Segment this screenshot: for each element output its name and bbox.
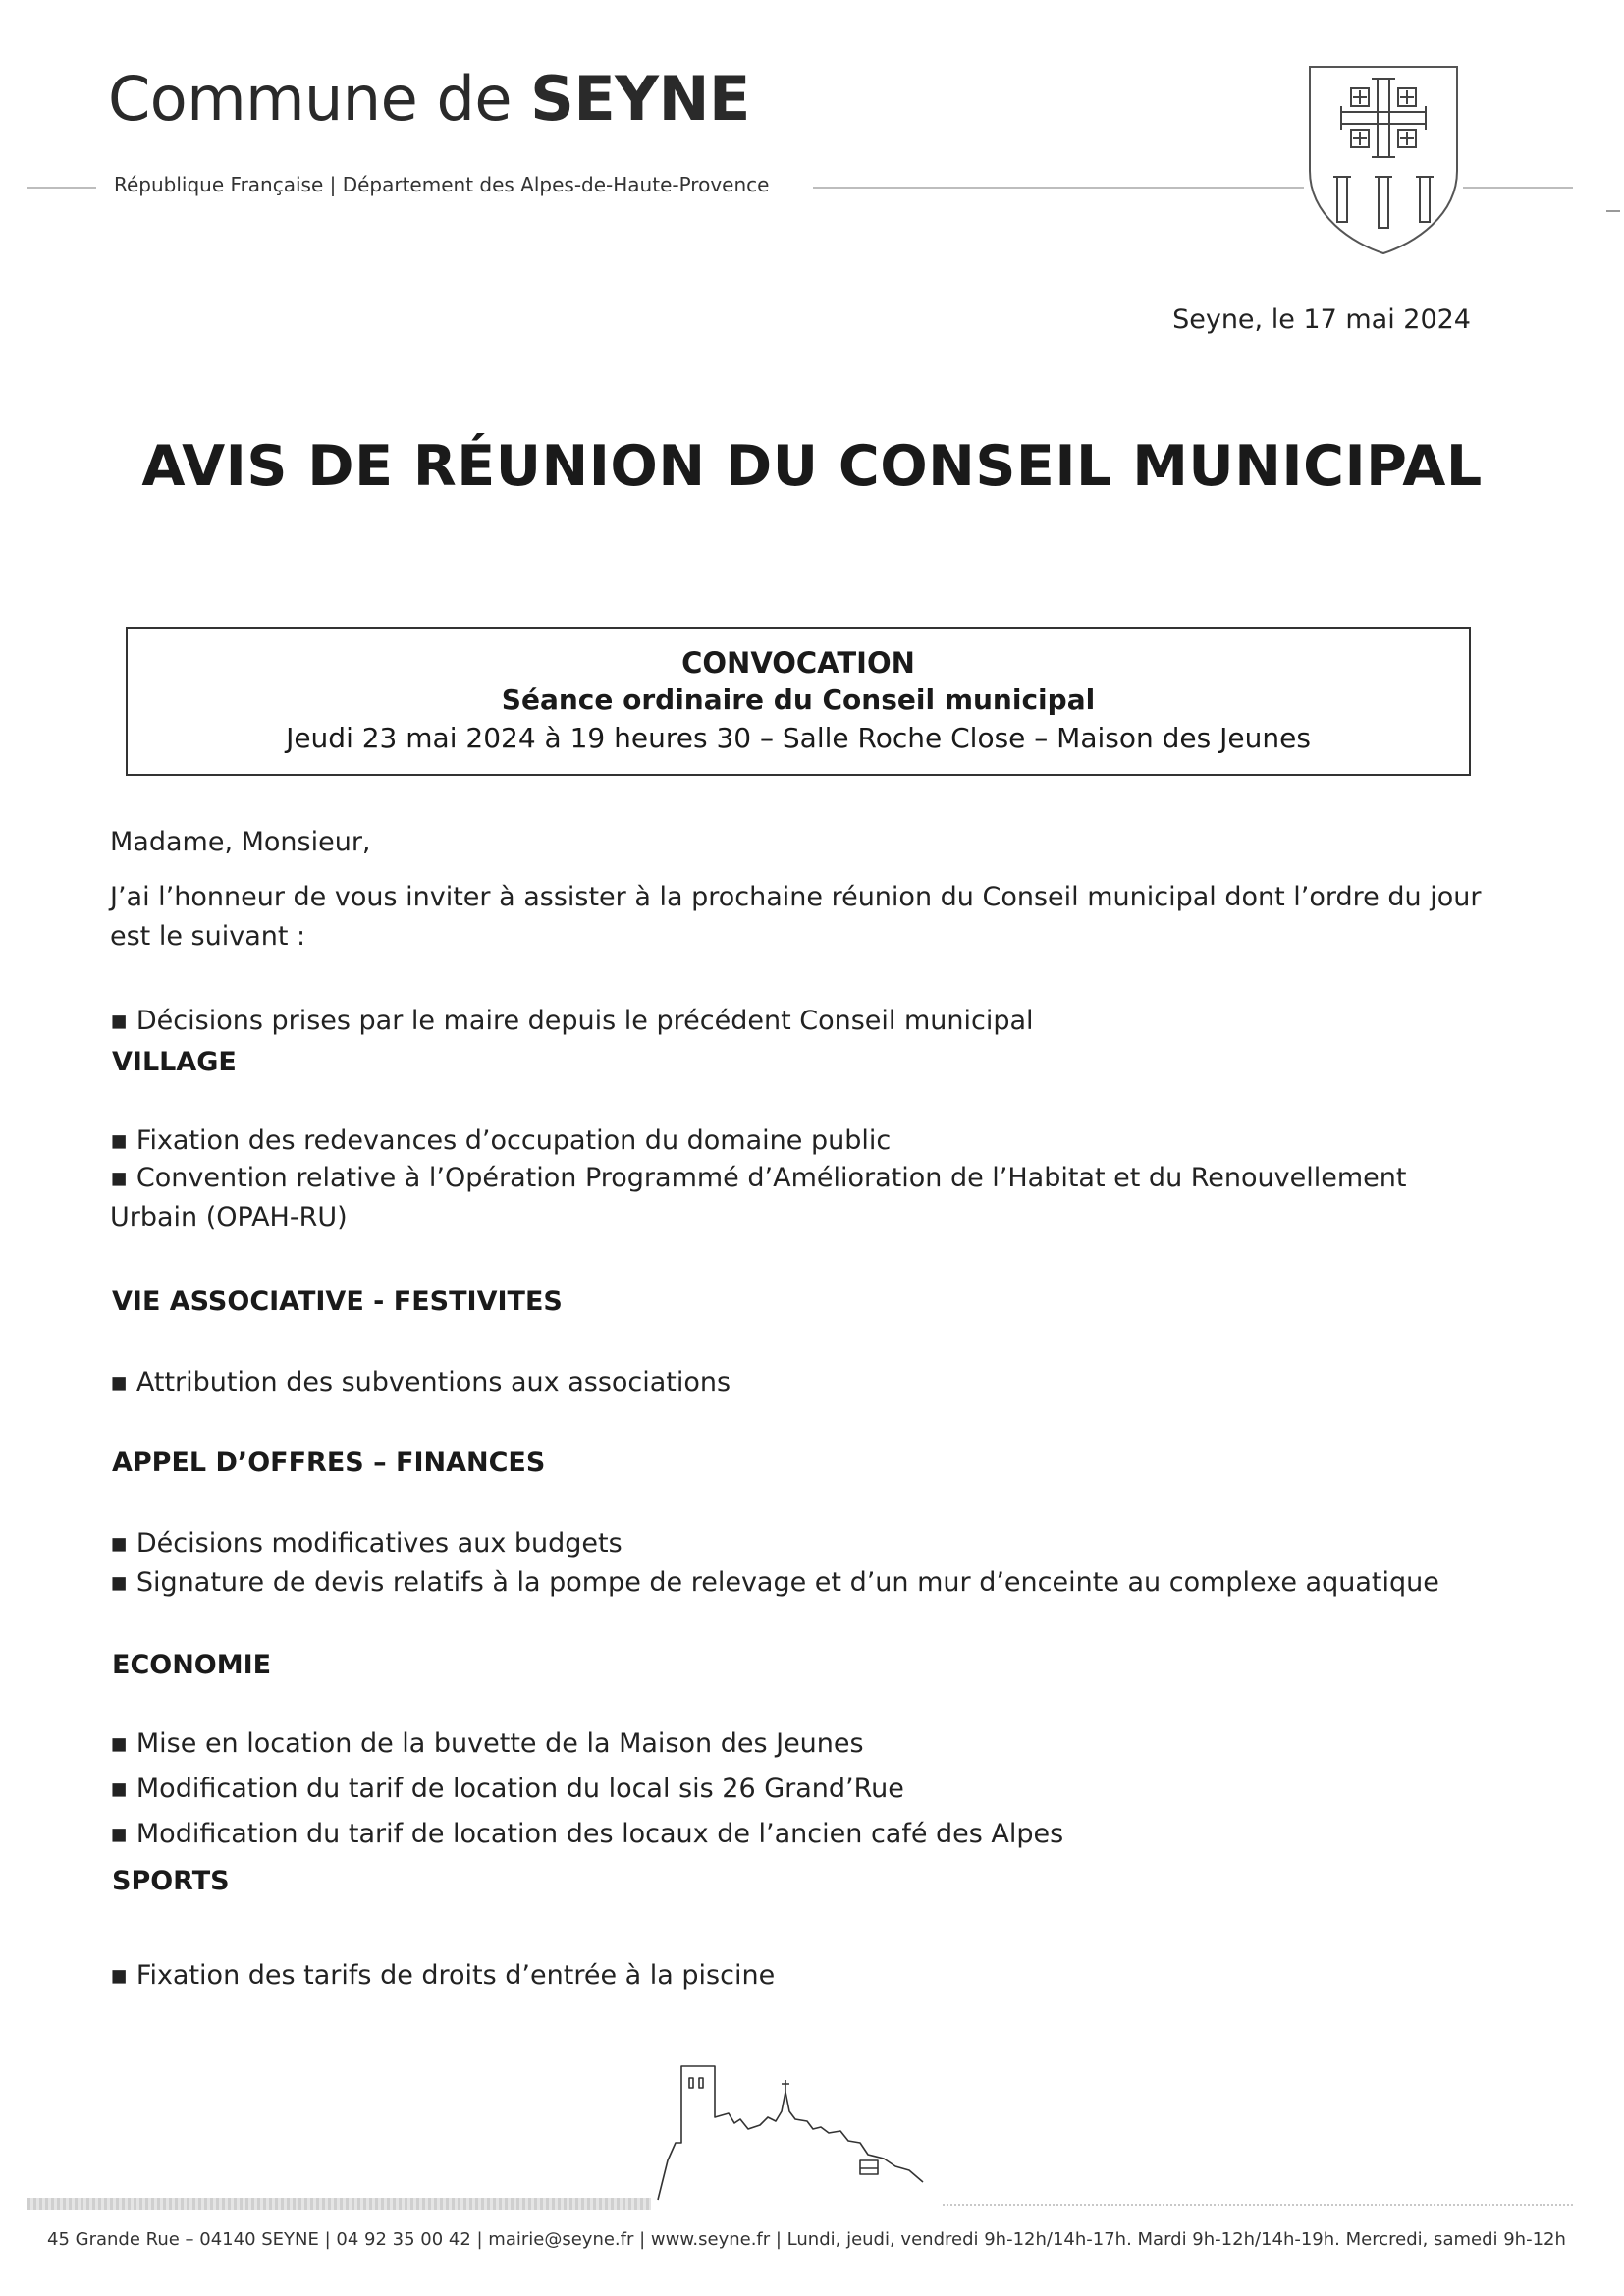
village-skyline-icon	[638, 2052, 952, 2210]
section-heading-sports: SPORTS	[112, 1866, 230, 1896]
agenda-item: ▪ Attribution des subventions aux associations	[110, 1367, 731, 1397]
agenda-item: ▪ Mise en location de la buvette de la Maison des Jeunes	[110, 1728, 864, 1759]
main-title: AVIS DE RÉUNION DU CONSEIL MUNICIPAL	[141, 434, 1483, 499]
section-heading-vie-associative: VIE ASSOCIATIVE - FESTIVITES	[112, 1286, 563, 1317]
header-subtitle: République Française | Département des Alpes-de-Haute-Provence	[114, 173, 770, 196]
agenda-item: ▪ Signature de devis relatifs à la pompe de relevage et d’un mur d’enceinte au complexe aquatique	[110, 1567, 1439, 1598]
header-rule-left	[27, 187, 96, 189]
agenda-item: ▪ Convention relative à l’Opération Programmé d’Amélioration de l’Habitat et du Renouvellement Urbain (OPAH-RU)	[110, 1163, 1407, 1232]
agenda-item: ▪ Modification du tarif de location du local sis 26 Grand’Rue	[110, 1774, 904, 1804]
section-heading-village: VILLAGE	[112, 1047, 237, 1077]
agenda-item: ▪ Modification du tarif de location des locaux de l’ancien café des Alpes	[110, 1819, 1064, 1849]
agenda-item: ▪ Décisions prises par le maire depuis le précédent Conseil municipal	[110, 1006, 1034, 1036]
convocation-heading: CONVOCATION	[681, 646, 915, 680]
agenda-item: ▪ Décisions modificatives aux budgets	[110, 1528, 623, 1558]
footer-rule-left	[27, 2198, 651, 2210]
convocation-box	[126, 627, 1471, 776]
edge-mark	[1606, 210, 1620, 212]
section-heading-economie: ECONOMIE	[112, 1650, 272, 1680]
agenda-item: ▪ Fixation des redevances d’occupation du domaine public	[110, 1125, 892, 1156]
header-rule-right	[1463, 187, 1573, 189]
header-rule-middle	[813, 187, 1304, 189]
convocation-details: Jeudi 23 mai 2024 à 19 heures 30 – Salle Roche Close – Maison des Jeunes	[286, 722, 1311, 754]
commune-name: SEYNE	[530, 63, 750, 135]
salutation: Madame, Monsieur,	[110, 827, 371, 857]
document-date: Seyne, le 17 mai 2024	[1172, 304, 1471, 335]
intro-paragraph: J’ai l’honneur de vous inviter à assister à la prochaine réunion du Conseil municipal dont l’ordre du jour est le suivant :	[110, 882, 1482, 952]
footer-contact: 45 Grande Rue – 04140 SEYNE | 04 92 35 00 42 | mairie@seyne.fr | www.seyne.fr | Lundi, jeudi, vendredi 9h-12h/14h-17h. Mardi 9h-12h/14h-19h. Mercredi, samedi 9h-12h	[47, 2229, 1566, 2250]
agenda-item: ▪ Fixation des tarifs de droits d’entrée à la piscine	[110, 1960, 776, 1991]
convocation-session: Séance ordinaire du Conseil municipal	[501, 683, 1096, 716]
footer-rule-right	[943, 2204, 1573, 2206]
commune-title	[108, 63, 750, 135]
coat-of-arms-icon	[1304, 61, 1463, 257]
commune-title-prefix: Commune de	[108, 63, 531, 135]
section-heading-appel-offres: APPEL D’OFFRES – FINANCES	[112, 1448, 546, 1478]
